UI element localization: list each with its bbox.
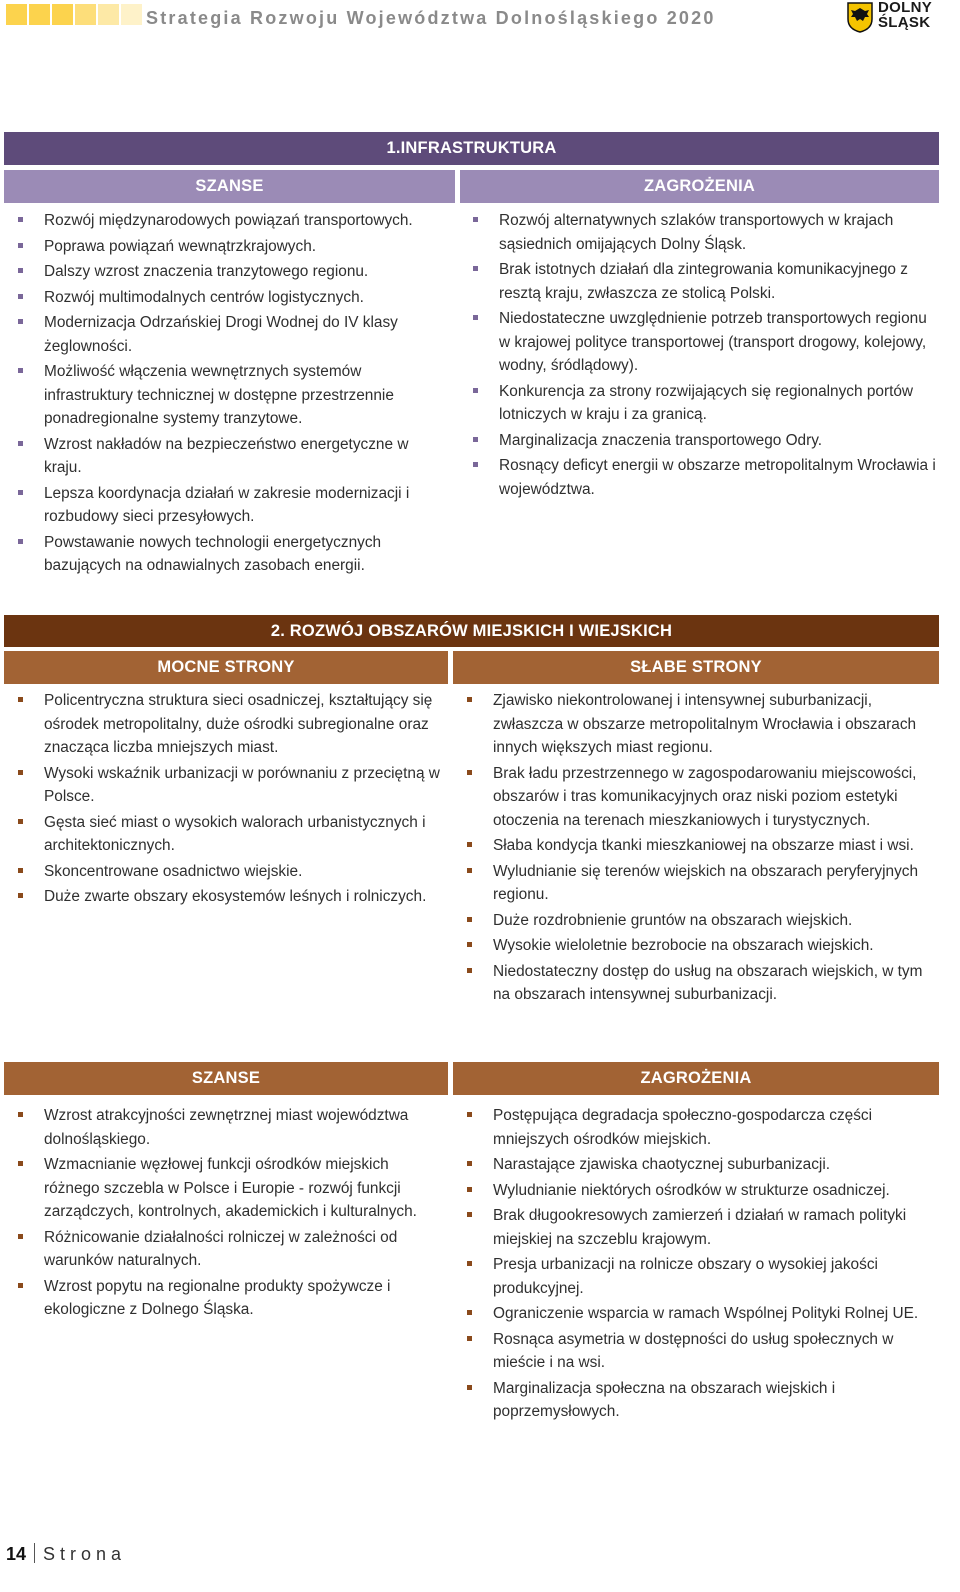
list-item: Duże rozdrobnienie gruntów na obszarach wiejskich. <box>467 909 937 933</box>
bullet-icon <box>467 1161 472 1166</box>
section-1-opportunities-list <box>18 209 438 580</box>
page-number: 14 <box>6 1544 27 1564</box>
list-item: Duże zwarte obszary ekosystemów leśnych i rolniczych. <box>18 885 446 909</box>
list-item: Niedostateczny dostęp do usług na obszarach wiejskich, w tym na obszarach intensywnej suburbanizacji. <box>467 960 937 1007</box>
section-2-opportunities-header: SZANSE <box>4 1062 448 1095</box>
bullet-icon <box>467 1385 472 1390</box>
header-square <box>121 4 142 25</box>
section-1-opportunities-header: SZANSE <box>4 170 455 203</box>
list-item: Dalszy wzrost znaczenia tranzytowego regionu. <box>18 260 438 284</box>
section-1-threats-list <box>473 209 937 503</box>
list-item: Wzrost nakładów na bezpieczeństwo energetyczne w kraju. <box>18 433 438 480</box>
bullet-icon <box>18 243 23 248</box>
section-2-opportunities-list <box>18 1104 446 1324</box>
list-item: Marginalizacja społeczna na obszarach wiejskich i poprzemysłowych. <box>467 1377 937 1424</box>
bullet-icon <box>18 268 23 273</box>
list-item: Presja urbanizacji na rolnicze obszary o wysokiej jakości produkcyjnej. <box>467 1253 937 1300</box>
list-item: Policentryczna struktura sieci osadniczej, kształtujący się ośrodek metropolitalny, duże ośrodki subregionalne oraz znacząca liczba mniejszych miast. <box>18 689 446 760</box>
list-item: Rozwój alternatywnych szlaków transportowych w krajach sąsiednich omijających Dolny Śląsk. <box>473 209 937 256</box>
list-item: Wyludnianie niektórych ośrodków w strukturze osadniczej. <box>467 1179 937 1203</box>
header-square <box>75 4 96 25</box>
list-item: Postępująca degradacja społeczno-gospodarcza części mniejszych ośrodków miejskich. <box>467 1104 937 1151</box>
bullet-icon <box>18 441 23 446</box>
header-square <box>6 4 27 25</box>
bullet-icon <box>467 1187 472 1192</box>
bullet-icon <box>467 968 472 973</box>
bullet-icon <box>18 893 23 898</box>
list-item: Rozwój międzynarodowych powiązań transportowych. <box>18 209 438 233</box>
bullet-icon <box>473 388 478 393</box>
list-item: Ograniczenie wsparcia w ramach Wspólnej Polityki Rolnej UE. <box>467 1302 937 1326</box>
bullet-icon <box>467 1112 472 1117</box>
page-header <box>0 0 960 40</box>
page-label: Strona <box>43 1544 127 1564</box>
document-title: Strategia Rozwoju Województwa Dolnośląskiego 2020 <box>146 8 716 28</box>
section-2-title: 2. ROZWÓJ OBSZARÓW MIEJSKICH I WIEJSKICH <box>4 615 939 647</box>
bullet-icon <box>467 1336 472 1341</box>
list-item: Rosnący deficyt energii w obszarze metropolitalnym Wrocławia i województwa. <box>473 454 937 501</box>
bullet-icon <box>18 1283 23 1288</box>
list-item: Rosnąca asymetria w dostępności do usług społecznych w mieście i na wsi. <box>467 1328 937 1375</box>
bullet-icon <box>467 917 472 922</box>
list-item: Możliwość włączenia wewnętrznych systemów infrastruktury technicznej w dostępne przestrzennie ponadregionalne systemy tranzytowe. <box>18 360 438 431</box>
list-item: Brak długookresowych zamierzeń i działań w ramach polityki miejskiej na szczeblu krajowym. <box>467 1204 937 1251</box>
bullet-icon <box>18 294 23 299</box>
bullet-icon <box>467 942 472 947</box>
section-2-threats-list <box>467 1104 937 1426</box>
bullet-icon <box>18 319 23 324</box>
list-item: Modernizacja Odrzańskiej Drogi Wodnej do IV klasy żeglowności. <box>18 311 438 358</box>
list-item: Wzmacnianie węzłowej funkcji ośrodków miejskich różnego szczebla w Polsce i Europie - rozwój funkcji zarządczych, kontrolnych, akademickich i kulturalnych. <box>18 1153 446 1224</box>
header-square <box>29 4 50 25</box>
list-item: Słaba kondycja tkanki mieszkaniowej na obszarze miast i wsi. <box>467 834 937 858</box>
weaknesses-header: SŁABE STRONY <box>453 651 939 684</box>
dolny-slask-logo <box>846 0 956 36</box>
bullet-icon <box>473 437 478 442</box>
list-item: Marginalizacja znaczenia transportowego Odry. <box>473 429 937 453</box>
bullet-icon <box>18 770 23 775</box>
list-item: Wysoki wskaźnik urbanizacji w porównaniu z przeciętną w Polsce. <box>18 762 446 809</box>
list-item: Różnicowanie działalności rolniczej w zależności od warunków naturalnych. <box>18 1226 446 1273</box>
header-square <box>98 4 119 25</box>
list-item: Niedostateczne uwzględnienie potrzeb transportowych regionu w krajowej polityce transportowej (transport drogowy, kolejowy, wodny, śródlądowy). <box>473 307 937 378</box>
logo-line-1: DOLNY <box>878 0 932 16</box>
bullet-icon <box>18 1161 23 1166</box>
section-1-title: 1.INFRASTRUKTURA <box>4 132 939 165</box>
eagle-crest-icon <box>846 1 874 33</box>
list-item: Zjawisko niekontrolowanej i intensywnej suburbanizacji, zwłaszcza w obszarze metropolitalnym Wrocławia i obszarach innych większych miast regionu. <box>467 689 937 760</box>
list-item: Wyludnianie się terenów wiejskich na obszarach peryferyjnych regionu. <box>467 860 937 907</box>
section-2-threats-header: ZAGROŻENIA <box>453 1062 939 1095</box>
list-item: Narastające zjawiska chaotycznej suburbanizacji. <box>467 1153 937 1177</box>
list-item: Gęsta sieć miast o wysokich walorach urbanistycznych i architektonicznych. <box>18 811 446 858</box>
strengths-header: MOCNE STRONY <box>4 651 448 684</box>
bullet-icon <box>467 1261 472 1266</box>
header-square <box>52 4 73 25</box>
bullet-icon <box>473 217 478 222</box>
bullet-icon <box>18 1112 23 1117</box>
bullet-icon <box>18 490 23 495</box>
bullet-icon <box>467 770 472 775</box>
list-item: Skoncentrowane osadnictwo wiejskie. <box>18 860 446 884</box>
list-item: Wzrost popytu na regionalne produkty spożywcze i ekologiczne z Dolnego Śląska. <box>18 1275 446 1322</box>
strengths-list <box>18 689 446 911</box>
bullet-icon <box>18 819 23 824</box>
bullet-icon <box>18 368 23 373</box>
list-item: Wysokie wieloletnie bezrobocie na obszarach wiejskich. <box>467 934 937 958</box>
list-item: Brak istotnych działań dla zintegrowania komunikacyjnego z resztą kraju, zwłaszcza ze stolicą Polski. <box>473 258 937 305</box>
weaknesses-list <box>467 689 937 1009</box>
bullet-icon <box>473 462 478 467</box>
footer-divider <box>34 1543 35 1563</box>
bullet-icon <box>473 266 478 271</box>
bullet-icon <box>467 842 472 847</box>
list-item: Brak ładu przestrzennego w zagospodarowaniu miejscowości, obszarów i tras komunikacyjnych oraz niski poziom estetyki otoczenia na terenach mieszkaniowych i turystycznych. <box>467 762 937 833</box>
bullet-icon <box>18 868 23 873</box>
list-item: Lepsza koordynacja działań w zakresie modernizacji i rozbudowy sieci przesyłowych. <box>18 482 438 529</box>
list-item: Rozwój multimodalnych centrów logistycznych. <box>18 286 438 310</box>
bullet-icon <box>473 315 478 320</box>
logo-line-2: ŚLĄSK <box>878 14 931 31</box>
list-item: Wzrost atrakcyjności zewnętrznej miast województwa dolnośląskiego. <box>18 1104 446 1151</box>
bullet-icon <box>467 697 472 702</box>
page-footer <box>6 1543 126 1565</box>
bullet-icon <box>467 1212 472 1217</box>
bullet-icon <box>467 1310 472 1315</box>
list-item: Poprawa powiązań wewnątrzkrajowych. <box>18 235 438 259</box>
list-item: Konkurencja za strony rozwijających się regionalnych portów lotniczych w kraju i za granicą. <box>473 380 937 427</box>
bullet-icon <box>18 1234 23 1239</box>
section-1-threats-header: ZAGROŻENIA <box>460 170 939 203</box>
bullet-icon <box>18 539 23 544</box>
bullet-icon <box>18 697 23 702</box>
list-item: Powstawanie nowych technologii energetycznych bazujących na odnawialnych zasobach energii. <box>18 531 438 578</box>
bullet-icon <box>467 868 472 873</box>
bullet-icon <box>18 217 23 222</box>
